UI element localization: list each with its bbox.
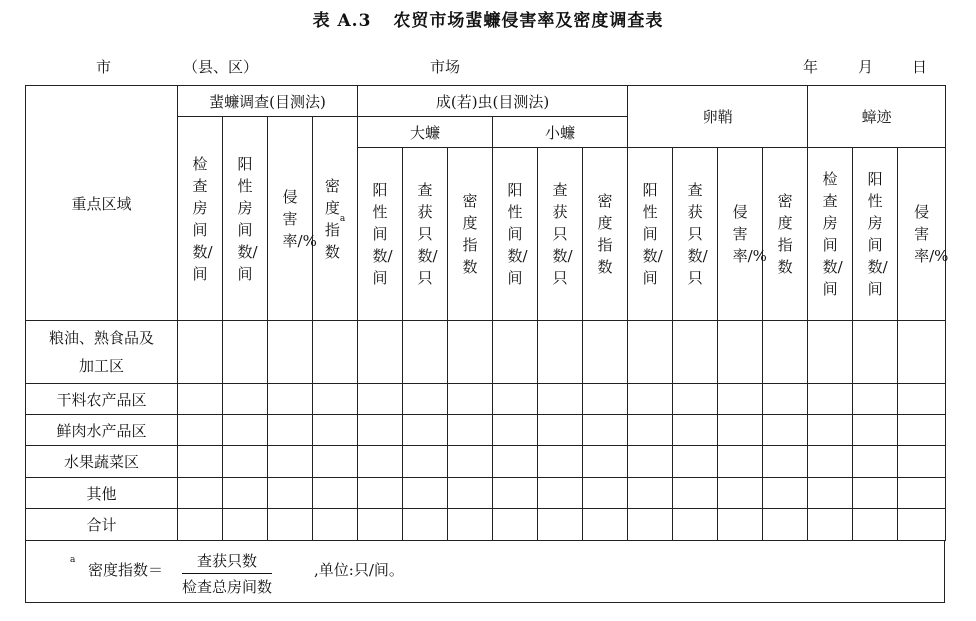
col-large-density: 密度指数	[448, 148, 493, 321]
header-county: （县、区）	[183, 58, 259, 76]
col-ootheca-density: 密度指数	[763, 148, 808, 321]
group-cockroach-survey: 蜚蠊调查(目测法)	[178, 86, 358, 117]
header-month: 月	[858, 58, 874, 76]
footnote-fraction	[182, 550, 272, 597]
header-day: 日	[912, 58, 928, 76]
header-year: 年	[803, 58, 819, 76]
row-label-grain: 粮油、熟食品及加工区	[26, 321, 178, 384]
col-ootheca-positive: 阳性间数/间	[628, 148, 673, 321]
group-adult: 成(若)虫(目测法)	[358, 86, 628, 117]
col-check-rooms: 检查房间数/间	[192, 154, 213, 283]
footnote-label: 密度指数＝	[88, 561, 164, 579]
survey-table	[25, 85, 949, 541]
footnote-unit: ,单位:只/间。	[314, 561, 404, 579]
region-header: 重点区域	[26, 86, 178, 321]
row-label-dry: 干料农产品区	[26, 384, 178, 415]
row-label-fruit: 水果蔬菜区	[26, 446, 178, 478]
header-market: 市场	[430, 58, 461, 76]
col-small-density: 密度指数	[583, 148, 628, 321]
fraction-denominator: 检查总房间数	[182, 578, 273, 596]
col-positive-rooms: 阳性房间数/间	[237, 154, 258, 283]
col-density-index: 密度指数	[324, 176, 340, 261]
col-small-caught: 查获只数/只	[538, 148, 583, 321]
header-city: 市	[96, 58, 112, 76]
table-title-text: 农贸市场蜚蠊侵害率及密度调查表	[393, 11, 664, 31]
footnote	[25, 541, 945, 603]
table-title	[0, 6, 976, 31]
row-label-other: 其他	[26, 478, 178, 509]
col-trace-rate: 侵害率/%	[898, 148, 946, 321]
row-label-meat: 鲜肉水产品区	[26, 415, 178, 446]
col-ootheca-caught: 查获只数/只	[673, 148, 718, 321]
group-trace: 蟑迹	[808, 86, 946, 148]
col-trace-check-rooms: 检查房间数/间	[808, 148, 853, 321]
col-trace-positive-rooms: 阳性房间数/间	[853, 148, 898, 321]
col-small-positive: 阳性间数/间	[493, 148, 538, 321]
group-ootheca: 卵鞘	[628, 86, 808, 148]
group-large: 大蠊	[358, 117, 493, 148]
col-ootheca-rate: 侵害率/%	[718, 148, 763, 321]
cockroach-survey-cols	[178, 117, 358, 321]
col-large-positive: 阳性间数/间	[358, 148, 403, 321]
row-label-total: 合计	[26, 509, 178, 541]
col-large-caught: 查获只数/只	[403, 148, 448, 321]
table-number: 表 A.3	[312, 11, 372, 31]
col-infestation-rate: 侵害率/%	[282, 187, 317, 250]
footnote-marker: a	[70, 555, 76, 565]
group-small: 小蠊	[493, 117, 628, 148]
fraction-numerator: 查获只数	[182, 550, 272, 574]
density-footnote-mark: a	[339, 213, 346, 224]
